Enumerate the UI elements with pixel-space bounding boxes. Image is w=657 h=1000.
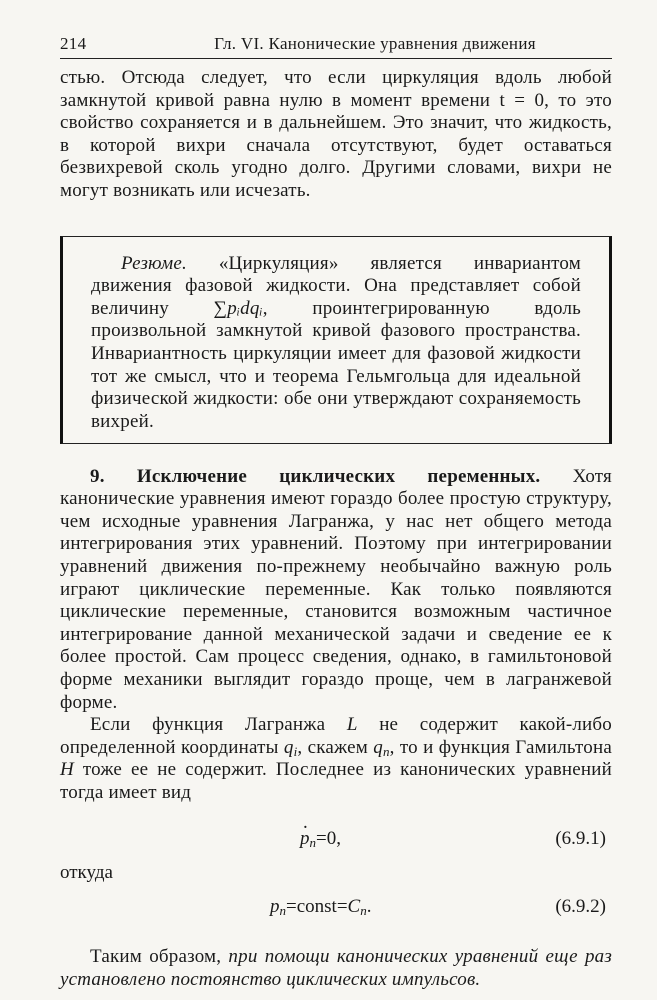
equation-6-9-2	[60, 892, 612, 922]
symbol-C: C	[347, 896, 361, 918]
section-paragraph	[60, 466, 612, 715]
page-number: 214	[60, 34, 87, 53]
summary-box	[60, 236, 612, 444]
equation-rhs: =0,	[316, 828, 341, 850]
summary-text-1: «Циркуляция» является инвариантом движения фазовой жидкости. Она представляет собой величину	[91, 252, 581, 319]
symbol-p: p	[270, 896, 280, 918]
equation-middle: =const=	[286, 896, 348, 918]
page	[60, 34, 612, 992]
conclusion-italic: при помощи канонических уравнений еще раз установлено постоянство циклических импульсов.	[60, 946, 612, 991]
conclusion-lead: Таким образом,	[90, 946, 229, 968]
symbol-q: q	[373, 736, 383, 758]
text-run: , скажем	[297, 736, 374, 758]
summary-formula: ∑pᵢdqᵢ	[213, 297, 263, 319]
text-run: Если функция Лагранжа	[90, 714, 347, 736]
equation-body	[270, 896, 371, 918]
symbol-p-dot: . p	[300, 828, 310, 849]
symbol-H: H	[60, 759, 74, 781]
section-heading: 9. Исключение циклических переменных.	[90, 465, 541, 487]
subscript-n: n	[309, 835, 316, 851]
conclusion-paragraph	[60, 946, 612, 991]
equation-number: (6.9.2)	[555, 896, 606, 918]
subscript-n: n	[382, 743, 390, 759]
equation-6-9-1	[60, 824, 612, 854]
summary-text-2: , проинтегрированную вдоль произвольной замкнутой кривой фазового пространства. Инвариантность циркуляции имеет для фазовой жидкости тот же смысл, что и теорема Гельмгольца для идеальной физической жидкости: обе они утверждают сохраняемость вихрей.	[91, 297, 581, 432]
summary-label: Резюме.	[121, 252, 187, 274]
symbol-L: L	[346, 714, 358, 736]
running-header	[60, 34, 612, 59]
summary-text	[91, 253, 581, 434]
equation-end: .	[366, 896, 372, 918]
equation-body	[300, 828, 341, 850]
symbol-q: q	[283, 736, 294, 758]
section-text: Хотя канонические уравнения имеют гораздо более простую структуру, чем исходные уравнения Лагранжа, у нас нет общего метода интегрирования этих уравнений. Поэтому при интегрировании уравнений движения по-прежнему необычайно важную роль играют циклические переменные. Как только появляются циклические переменные, становится возможным частичное интегрирование данной механической задачи и сведение ее к более простой. Сам процесс сведения, однако, в гамильтоновой форме механики выглядит гораздо проще, чем в лагранжевой форме.	[60, 465, 612, 713]
text-run: тоже ее не содержит. Последнее из канонических уравнений тогда имеет вид	[60, 759, 612, 803]
subscript-n: n	[279, 903, 286, 919]
equation-number: (6.9.1)	[555, 828, 606, 850]
connector-word: откуда	[60, 862, 113, 884]
paragraph-lagrange	[60, 714, 612, 804]
subscript-n: n	[360, 903, 367, 919]
text-run: не содержит какой-либо определенной координаты	[60, 714, 612, 758]
paragraph-continued: стью. Отсюда следует, что если циркуляция вдоль любой замкнутой кривой равна нулю в момент времени t = 0, то это свойство сохраняется и в дальнейшем. Это значит, что жидкость, в которой вихри сначала отсутствуют, будет оставаться безвихревой сколь угодно долго. Другими словами, вихри не могут возникать или исчезать.	[60, 67, 612, 201]
text-run: , то и функция Гамильтона	[389, 736, 613, 758]
chapter-title: Гл. VI. Канонические уравнения движения	[214, 34, 536, 53]
subscript-i: i	[293, 743, 298, 759]
